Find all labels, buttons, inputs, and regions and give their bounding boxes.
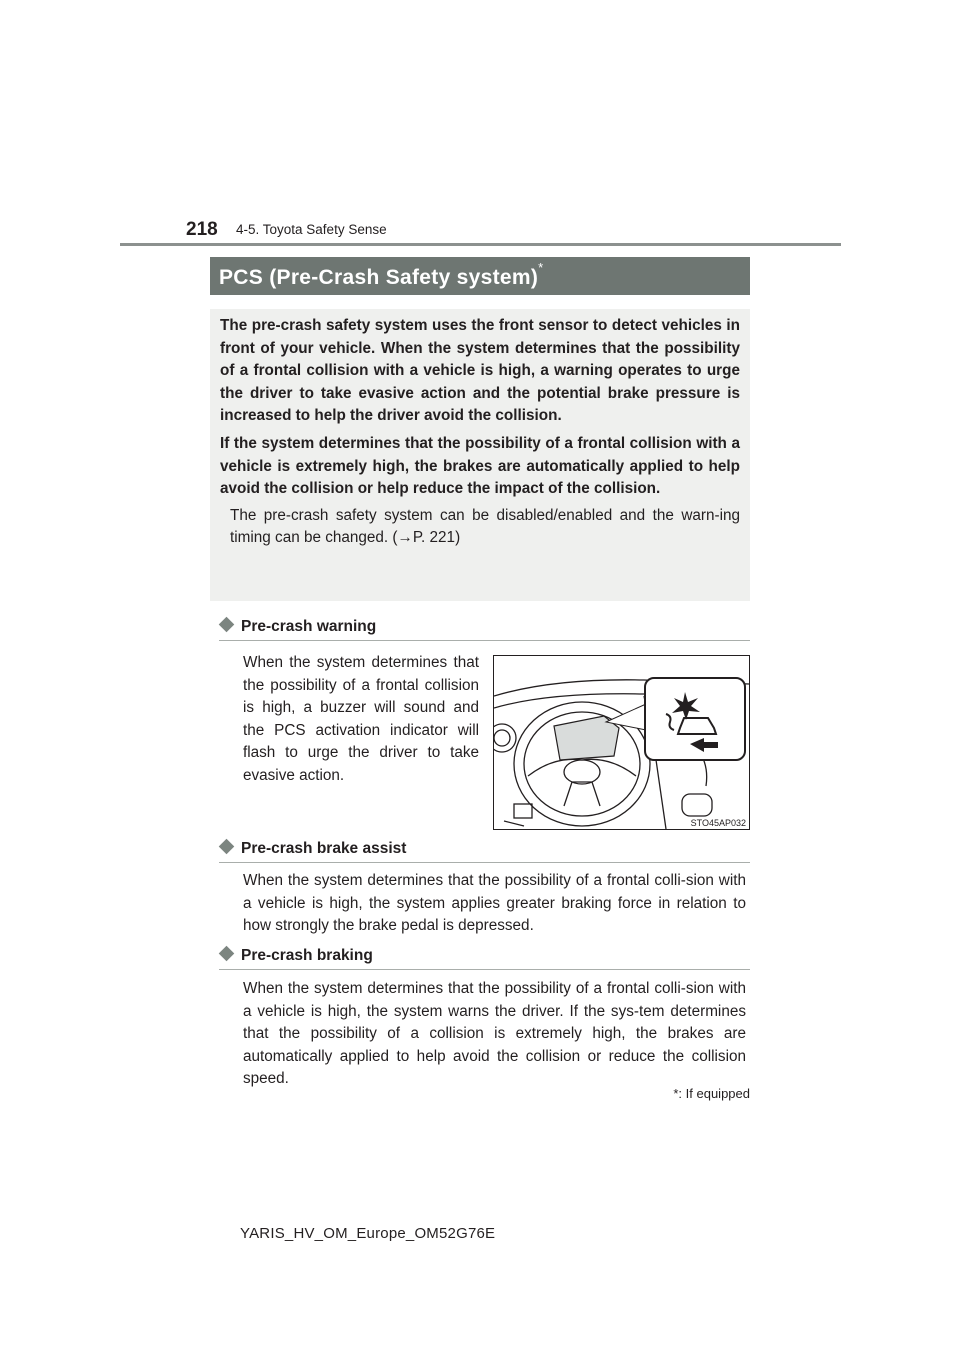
section-label: 4-5. Toyota Safety Sense xyxy=(236,222,387,237)
subheading-label: Pre-crash braking xyxy=(241,947,373,964)
pre-crash-warning-text: When the system determines that the possibility of a frontal collision is high, a buzzer will sound and the PCS activation indicator will flash to urge the driver to take evasive action. xyxy=(243,654,479,784)
settings-note: The pre-crash safety system can be disabled/enabled and the warn-ing timing can be changed. (→P. 221) xyxy=(230,506,740,547)
page-title xyxy=(210,257,750,295)
document-footer: YARIS_HV_OM_Europe_OM52G76E xyxy=(240,1225,496,1242)
pre-crash-brake-assist-text: When the system determines that the possibility of a frontal colli-sion with a vehicle is high, the system applies greater braking force in relation to how strongly the brake pedal is depressed. xyxy=(243,872,746,935)
subheading-rule xyxy=(219,640,750,641)
header-divider xyxy=(120,243,841,246)
figure-code: STO45AP032 xyxy=(690,818,746,828)
if-equipped-mark: * xyxy=(538,260,544,275)
diamond-bullet-icon xyxy=(219,839,235,855)
intro-box xyxy=(210,309,750,601)
pre-crash-braking-text: When the system determines that the possibility of a frontal colli-sion with a vehicle is high, the system warns the driver. If the sys-tem determines that the possibility of a collision is extremely high, the brakes are automatically applied to help avoid the collision or reduce the collision speed. xyxy=(243,980,746,1088)
subheading-pre-crash-braking xyxy=(219,947,373,965)
dashboard-illustration xyxy=(493,655,750,830)
subheading-pre-crash-warning xyxy=(219,618,376,636)
subheading-pre-crash-brake-assist xyxy=(219,840,406,858)
subheading-label: Pre-crash brake assist xyxy=(241,840,407,857)
page-title-text: PCS (Pre-Crash Safety system) xyxy=(219,266,539,289)
subheading-rule xyxy=(219,969,750,970)
intro-paragraph: If the system determines that the possibility of a frontal collision with a vehicle is extremely high, the brakes are automatically applied to help avoid the collision or help reduce the impact of the collision. xyxy=(220,434,740,498)
page-number: 218 xyxy=(186,219,218,240)
diamond-bullet-icon xyxy=(219,946,235,962)
dashboard-drawing xyxy=(494,656,749,829)
subheading-rule xyxy=(219,862,750,863)
footnote: *: If equipped xyxy=(673,1086,750,1101)
intro-paragraph: The pre-crash safety system uses the front sensor to detect vehicles in front of your vehicle. When the system determines that the possibility of a frontal collision with a vehicle is high, a warning operates to urge the driver to take evasive action and the potential brake pressure is increased to help the driver avoid the collision. xyxy=(220,317,740,425)
subheading-label: Pre-crash warning xyxy=(241,618,377,635)
diamond-bullet-icon xyxy=(219,617,235,633)
